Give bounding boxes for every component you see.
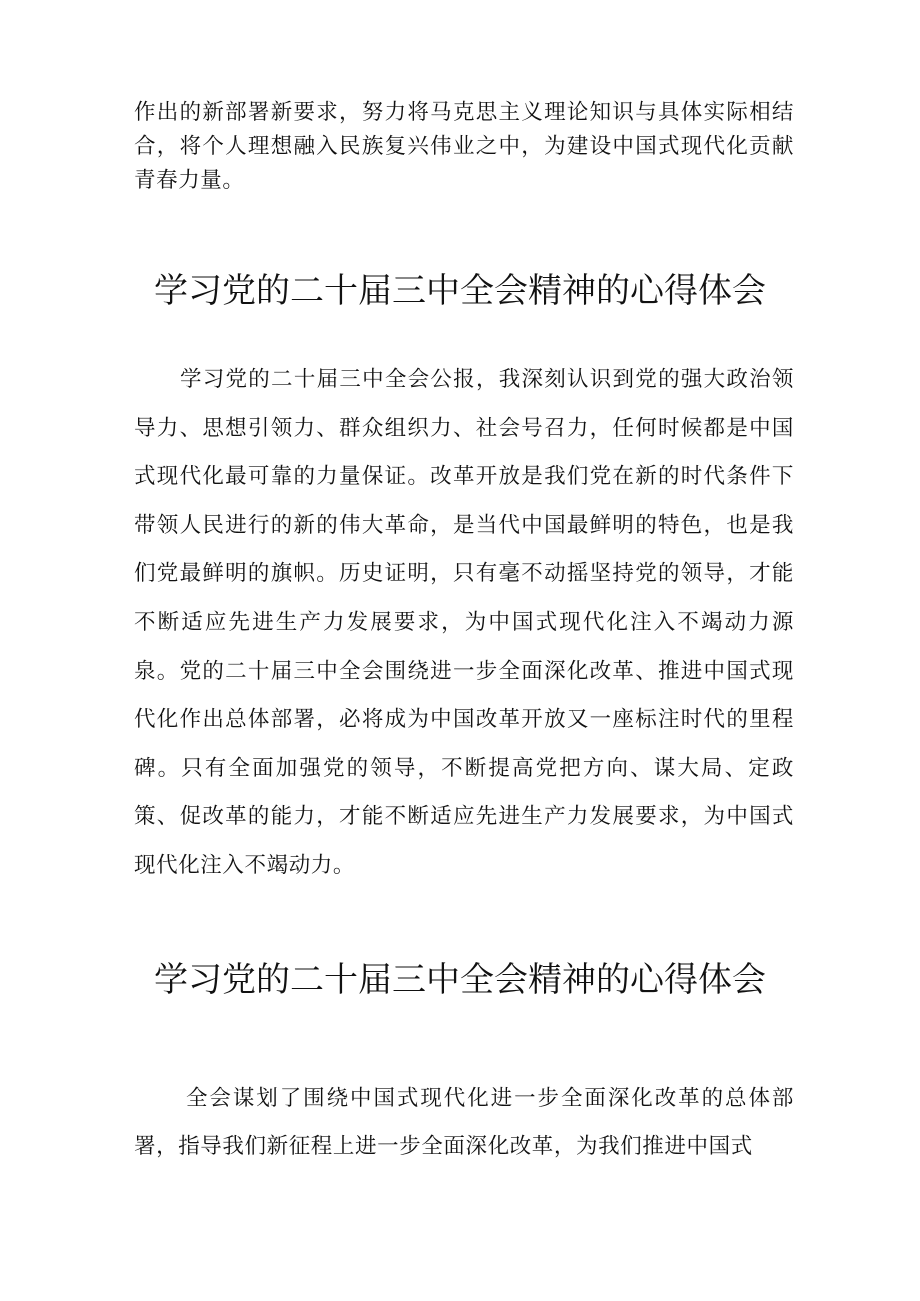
paragraph-intro-continuation: 作出的新部署新要求，努力将马克思主义理论知识与具体实际相结合，将个人理想融入民族复兴伟业之中，为建设中国式现代化贡献青春力量。 bbox=[134, 100, 794, 193]
section-heading-1: 学习党的二十届三中全会精神的心得体会 bbox=[154, 271, 766, 311]
section-heading-2: 学习党的二十届三中全会精神的心得体会 bbox=[154, 960, 766, 1000]
paragraph-section-1-body: 学习党的二十届三中全会公报，我深刻认识到党的强大政治领导力、思想引领力、群众组织力、社会号召力，任何时候都是中国式现代化最可靠的力量保证。改革开放是我们党在新的时代条件下带领人民进行的新的伟大革命，是当代中国最鲜明的特色，也是我们党最鲜明的旗帜。历史证明，只有毫不动摇坚持党的领导，才能不断适应先进生产力发展要求，为中国式现代化注入不竭动力源泉。党的二十届三中全会围绕进一步全面深化改革、推进中国式现代化作出总体部署，必将成为中国改革开放又一座标注时代的里程碑。只有全面加强党的领导，不断提高党把方向、谋大局、定政策、促改革的能力，才能不断适应先进生产力发展要求，为中国式现代化注入不竭动力。 bbox=[134, 367, 794, 878]
paragraph-section-2-body: 全会谋划了围绕中国式现代化进一步全面深化改革的总体部署，指导我们新征程上进一步全面深化改革，为我们推进中国式 bbox=[134, 1086, 794, 1159]
